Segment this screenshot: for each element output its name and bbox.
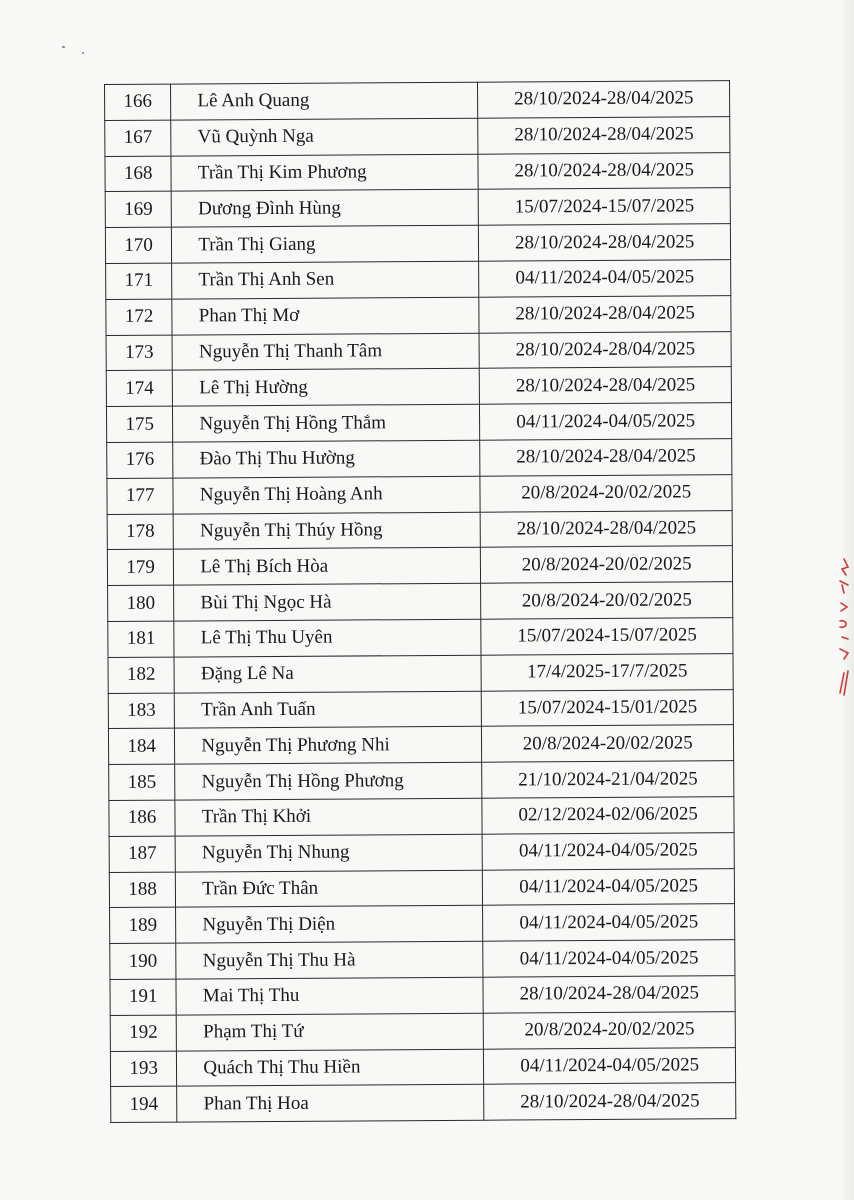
table-row [106,403,731,443]
table-row [108,618,733,658]
row-number: 190 [110,943,177,979]
table-row [110,976,735,1016]
row-number: 179 [107,549,174,585]
table-row [107,510,732,550]
employee-name: Trần Thị Kim Phương [171,154,478,192]
table-row [110,904,735,944]
row-number: 192 [110,1015,177,1051]
row-number: 177 [107,478,174,514]
employee-name: Lê Thị Bích Hòa [174,548,481,586]
period-range: 28/10/2024-28/04/2025 [483,976,735,1013]
table-row [105,224,730,264]
scan-speck [82,52,84,54]
employee-name: Nguyễn Thị Nhung [175,834,482,872]
table-row [105,152,730,192]
period-range: 17/4/2025-17/7/2025 [481,653,733,690]
employee-name: Nguyễn Thị Phương Nhi [175,727,482,765]
period-range: 04/11/2024-04/05/2025 [484,1047,736,1084]
period-range: 28/10/2024-28/04/2025 [478,81,730,118]
table-body [105,81,736,1123]
row-number: 176 [107,442,174,478]
period-range: 28/10/2024-28/04/2025 [479,224,731,261]
table-row [106,260,731,300]
table-row [105,81,730,121]
employee-name: Nguyễn Thị Hồng Thắm [173,404,480,442]
row-number: 184 [108,728,175,764]
row-number: 182 [108,657,175,693]
period-range: 04/11/2024-04/05/2025 [483,904,735,941]
row-number: 181 [108,621,175,657]
period-range: 04/11/2024-04/05/2025 [483,868,735,905]
table-row [110,1047,735,1087]
table-row [110,1011,735,1051]
employee-name: Trần Thị Anh Sen [172,261,479,299]
table-row [108,653,733,693]
employee-name: Lê Thị Thu Uyên [174,619,481,657]
period-range: 15/07/2024-15/01/2025 [482,689,734,726]
employee-name: Nguyễn Thị Diện [176,906,483,944]
employee-name: Bùi Thị Ngọc Hà [174,583,481,621]
employee-name: Trần Thị Giang [172,225,479,263]
employee-name: Đào Thị Thu Hường [173,440,480,478]
employee-name: Trần Thị Khởi [175,798,482,836]
employee-name: Nguyễn Thị Thanh Tâm [172,333,479,371]
period-range: 04/11/2024-04/05/2025 [479,260,731,297]
row-number: 189 [110,907,177,943]
employee-name: Nguyễn Thị Thu Hà [176,941,483,979]
table-row [109,797,734,837]
row-number: 173 [106,335,173,371]
row-number: 171 [106,263,173,299]
employee-name: Nguyễn Thị Hoàng Anh [173,476,480,514]
table-row [108,689,733,729]
row-number: 166 [105,84,172,120]
row-number: 167 [105,120,172,156]
table-row [106,367,731,407]
period-range: 28/10/2024-28/04/2025 [481,510,733,547]
employee-name: Đặng Lê Na [174,655,481,693]
row-number: 185 [109,764,176,800]
employee-name: Phan Thị Hoa [177,1085,484,1123]
row-number: 175 [106,406,173,442]
period-range: 04/11/2024-04/05/2025 [482,832,734,869]
table-row [107,546,732,586]
table-row [106,331,731,371]
scan-edge-shadow [840,0,854,1200]
employee-name: Dương Đình Hùng [171,190,478,228]
row-number: 186 [109,800,176,836]
table-row [109,761,734,801]
scan-speck [62,46,65,48]
period-range: 21/10/2024-21/04/2025 [482,761,734,798]
table-row [107,474,732,514]
period-range: 28/10/2024-28/04/2025 [484,1083,736,1120]
period-range: 20/8/2024-20/02/2025 [482,725,734,762]
period-range: 20/8/2024-20/02/2025 [481,582,733,619]
employee-name: Trần Anh Tuấn [175,691,482,729]
row-number: 180 [108,585,175,621]
period-range: 28/10/2024-28/04/2025 [479,295,731,332]
employee-name: Trần Đức Thân [176,870,483,908]
table-row [109,832,734,872]
table-row [105,116,730,156]
row-number: 187 [109,836,176,872]
table-row [107,439,732,479]
row-number: 169 [105,191,172,227]
period-range: 04/11/2024-04/05/2025 [483,940,735,977]
row-number: 174 [106,370,173,406]
period-range: 28/10/2024-28/04/2025 [480,439,732,476]
employee-name: Phạm Thị Tứ [177,1013,484,1051]
period-range: 20/8/2024-20/02/2025 [480,474,732,511]
table-row [110,940,735,980]
employee-name: Lê Thị Hường [173,369,480,407]
period-range: 04/11/2024-04/05/2025 [480,403,732,440]
staff-list-table [104,80,736,1123]
employee-name: Lê Anh Quang [171,82,478,120]
period-range: 15/07/2024-15/07/2025 [479,188,731,225]
employee-name: Mai Thị Thu [176,977,483,1015]
row-number: 170 [105,227,172,263]
row-number: 168 [105,156,172,192]
table-row [111,1083,736,1123]
employee-name: Phan Thị Mơ [172,297,479,335]
employee-name: Nguyễn Thị Hồng Phương [175,762,482,800]
period-range: 28/10/2024-28/04/2025 [479,331,731,368]
employee-name: Vũ Quỳnh Nga [171,118,478,156]
row-number: 194 [111,1086,178,1122]
row-number: 183 [108,693,175,729]
period-range: 28/10/2024-28/04/2025 [478,116,730,153]
row-number: 172 [106,299,173,335]
employee-name: Nguyễn Thị Thúy Hồng [173,512,480,550]
employee-name: Quách Thị Thu Hiền [177,1049,484,1087]
period-range: 28/10/2024-28/04/2025 [480,367,732,404]
row-number: 193 [110,1051,177,1087]
period-range: 20/8/2024-20/02/2025 [484,1011,736,1048]
table-row [106,295,731,335]
period-range: 15/07/2024-15/07/2025 [481,618,733,655]
table-row [109,868,734,908]
row-number: 188 [109,872,176,908]
table-row [108,725,733,765]
table-row [108,582,733,622]
table-row [105,188,730,228]
period-range: 20/8/2024-20/02/2025 [481,546,733,583]
row-number: 178 [107,514,174,550]
period-range: 02/12/2024-02/06/2025 [482,797,734,834]
row-number: 191 [110,979,177,1015]
period-range: 28/10/2024-28/04/2025 [478,152,730,189]
